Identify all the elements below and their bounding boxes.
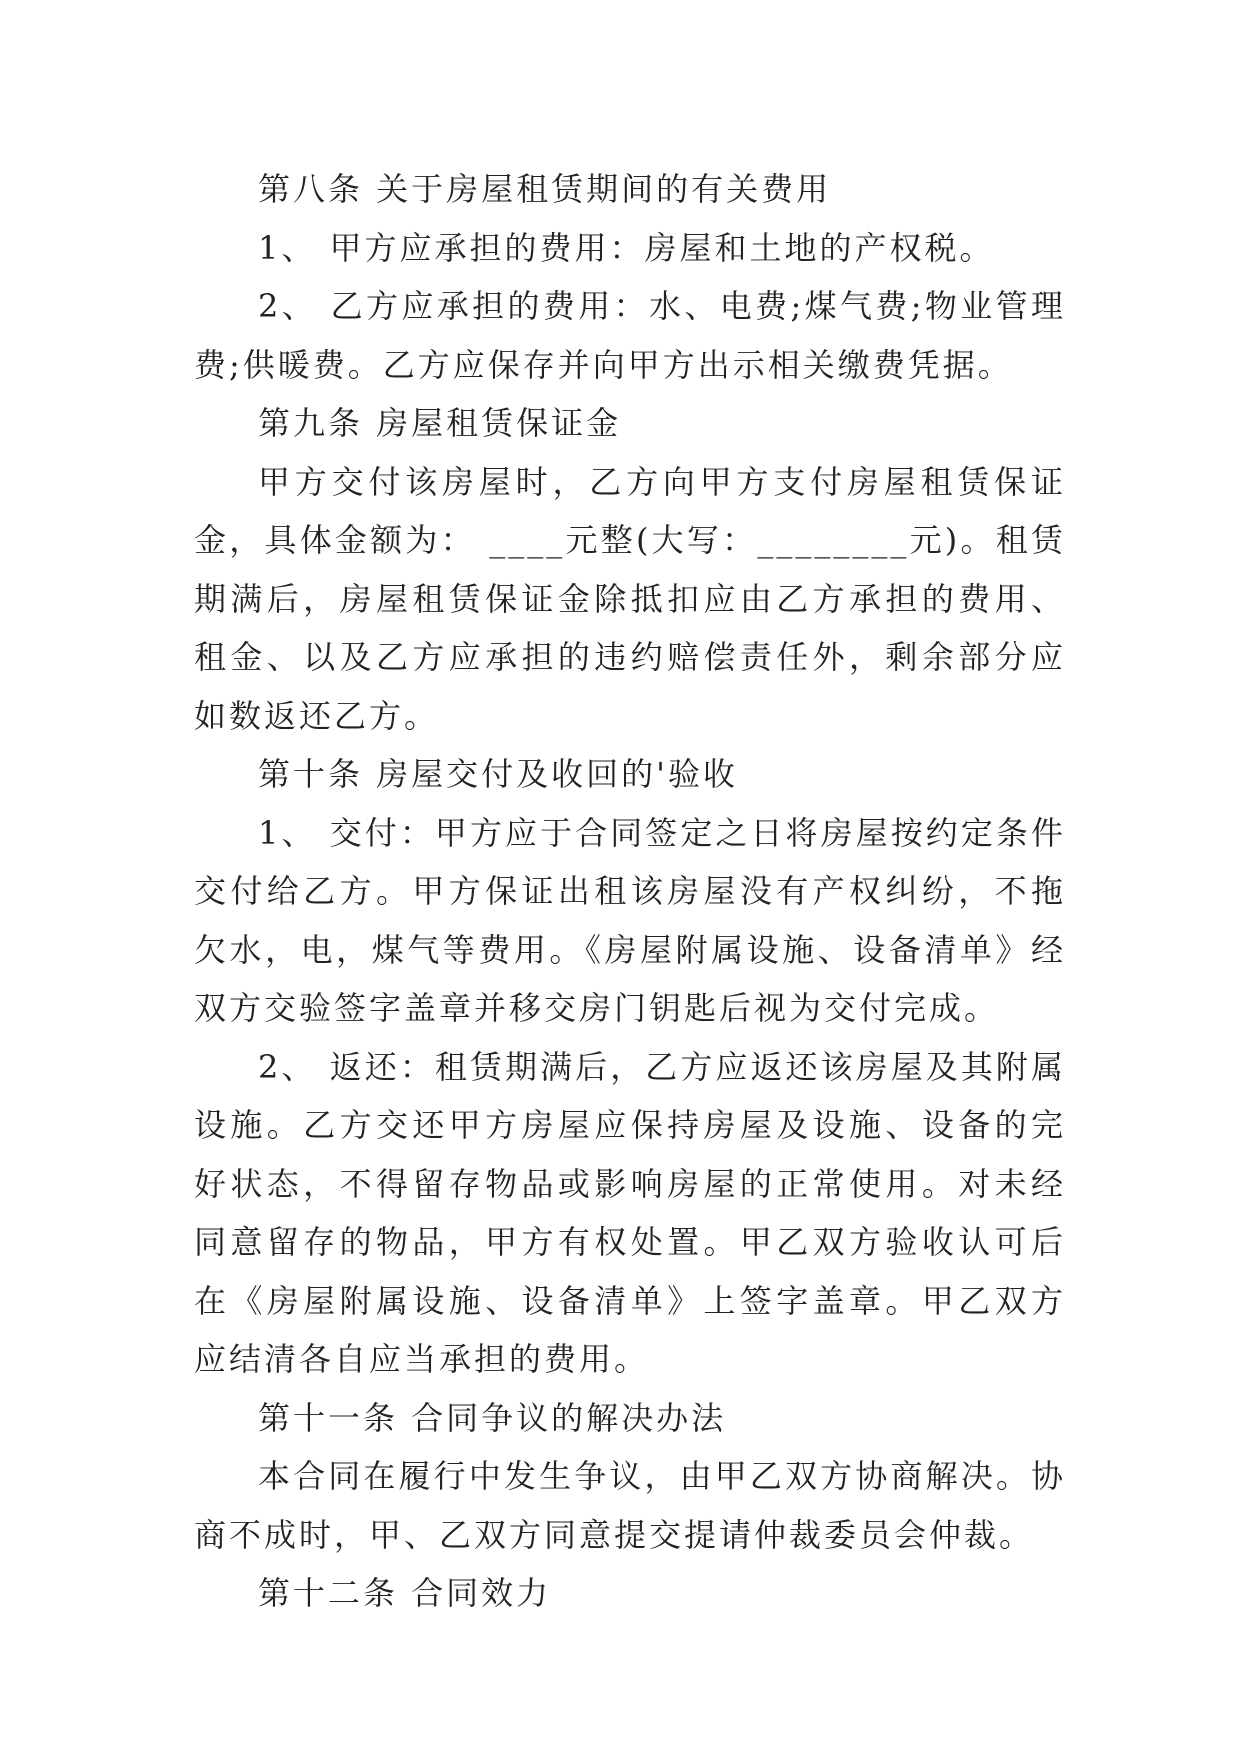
article-8-clause-1: 1、 甲方应承担的费用：房屋和土地的产权税。 [258, 228, 995, 267]
article-9-heading: 第九条 房屋租赁保证金 [258, 404, 622, 442]
article-8-heading: 第八条 关于房屋租赁期间的有关费用 [258, 170, 832, 208]
article-10-clause-2: 2、 返还：租赁期满后，乙方应返还该房屋及其附属设施。乙方交还甲方房屋应保持房屋及设施、设备的完好状态，不得留存物品或影响房屋的正常使用。对未经同意留存的物品，甲方有权处置。甲乙双方验收认可后在《房屋附属设施、设备清单》上签字盖章。甲乙双方应结清各自应当承担的费用。 [194, 1047, 1066, 1378]
article-11-body: 本合同在履行中发生争议，由甲乙双方协商解决。协商不成时，甲、乙双方同意提交提请仲裁委员会仲裁。 [194, 1457, 1066, 1554]
article-10-heading: 第十条 房屋交付及收回的'验收 [258, 755, 738, 793]
article-10-clause-1: 1、 交付：甲方应于合同签定之日将房屋按约定条件交付给乙方。甲方保证出租该房屋没有产权纠纷，不拖欠水，电，煤气等费用。《房屋附属设施、设备清单》经双方交验签字盖章并移交房门钥匙后视为交付完成。 [194, 813, 1066, 1027]
article-9-body: 甲方交付该房屋时，乙方向甲方支付房屋租赁保证金，具体金额为： ____元整(大写：________元)。租赁期满后，房屋租赁保证金除抵扣应由乙方承担的费用、租金、以及乙方应承担的违约赔偿责任外，剩余部分应如数返还乙方。 [194, 462, 1066, 735]
article-12-heading: 第十二条 合同效力 [258, 1574, 552, 1612]
article-8-clause-2: 2、 乙方应承担的费用：水、电费;煤气费;物业管理费;供暖费。乙方应保存并向甲方出示相关缴费凭据。 [194, 287, 1066, 384]
article-11-heading: 第十一条 合同争议的解决办法 [258, 1398, 727, 1437]
document-body [194, 160, 1066, 1623]
